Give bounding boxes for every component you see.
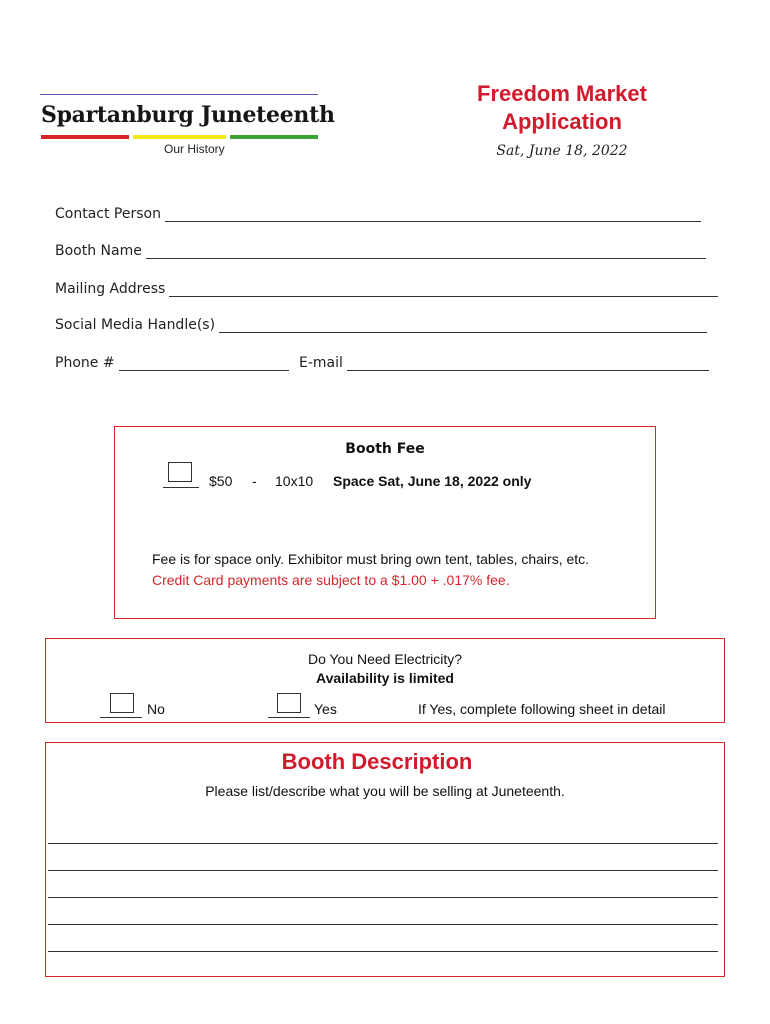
booth-fee-dash: -	[252, 473, 257, 489]
booth-fee-space-text: Space Sat, June 18, 2022 only	[333, 473, 532, 489]
booth-description-instruction: Please list/describe what you will be selling at Juneteenth.	[205, 783, 565, 799]
logo-subtitle: Our History	[164, 142, 225, 156]
booth-fee-title: Booth Fee	[345, 441, 425, 457]
description-line-2[interactable]	[48, 870, 718, 871]
booth-description-box	[45, 742, 725, 977]
electricity-no-label: No	[147, 701, 165, 717]
booth-fee-note: Fee is for space only. Exhibitor must bring own tent, tables, chairs, etc.	[152, 551, 590, 567]
contact-person-label: Contact Person	[55, 206, 161, 222]
booth-description-title: Booth Description	[281, 749, 473, 774]
description-line-1[interactable]	[48, 843, 718, 844]
social-media-field[interactable]	[219, 318, 707, 333]
electricity-yes-underline	[268, 717, 310, 718]
contact-person-field[interactable]	[165, 207, 701, 222]
logo-stripe-red	[41, 135, 129, 139]
mailing-address-row	[55, 281, 718, 297]
booth-name-label: Booth Name	[55, 243, 142, 259]
booth-fee-checkbox[interactable]	[168, 462, 192, 482]
event-date: Sat, June 18, 2022	[496, 143, 628, 159]
mailing-address-label: Mailing Address	[55, 281, 166, 297]
electricity-no-checkbox[interactable]	[110, 693, 134, 713]
title-line-1: Freedom Market	[477, 81, 647, 106]
electricity-availability: Availability is limited	[316, 670, 454, 686]
credit-card-note: Credit Card payments are subject to a $1.00 + .017% fee.	[152, 572, 510, 588]
social-media-row	[55, 317, 707, 333]
electricity-question: Do You Need Electricity?	[307, 651, 463, 667]
description-line-5[interactable]	[48, 951, 718, 952]
booth-fee-size: 10x10	[275, 473, 314, 489]
email-label: E-mail	[299, 355, 343, 371]
title-line-2: Application	[502, 109, 622, 134]
booth-fee-price: $50	[209, 473, 233, 489]
phone-email-row	[55, 355, 709, 371]
electricity-yes-label: Yes	[314, 701, 337, 717]
logo-wordmark: Spartanburg Juneteenth	[41, 102, 335, 128]
page-title	[430, 80, 694, 136]
description-line-3[interactable]	[48, 897, 718, 898]
booth-fee-checkbox-underline	[163, 487, 199, 488]
logo-stripe-yellow	[133, 135, 226, 139]
electricity-yes-checkbox[interactable]	[277, 693, 301, 713]
logo-top-rule	[40, 94, 318, 95]
social-media-label: Social Media Handle(s)	[55, 317, 216, 333]
booth-name-field[interactable]	[146, 244, 706, 259]
electricity-no-underline	[100, 717, 142, 718]
booth-name-row	[55, 243, 706, 259]
mailing-address-field[interactable]	[169, 282, 718, 297]
phone-label: Phone #	[55, 355, 115, 371]
email-field[interactable]	[347, 356, 709, 371]
phone-field[interactable]	[119, 356, 289, 371]
logo-stripe-green	[230, 135, 318, 139]
description-line-4[interactable]	[48, 924, 718, 925]
contact-person-row	[55, 206, 701, 222]
electricity-yes-note: If Yes, complete following sheet in detail	[418, 701, 666, 717]
